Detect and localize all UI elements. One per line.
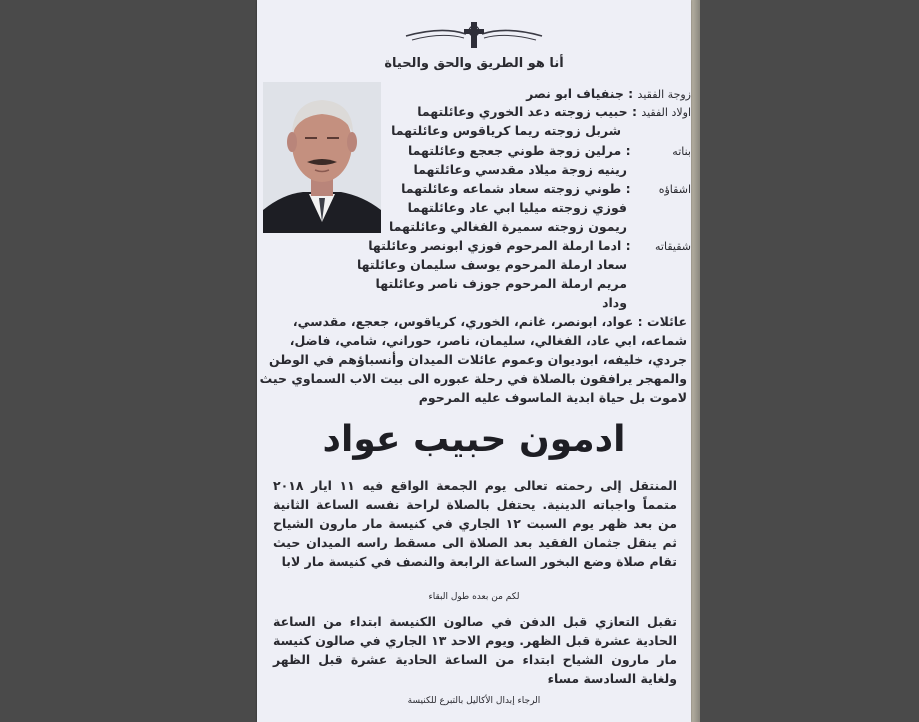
row-text: شربل زوجته ريما كرياقوس وعائلتهما — [391, 123, 621, 138]
row-text: ريمون زوجته سميرة الفغالي وعائلتهما — [388, 219, 627, 234]
row-text: سعاد ارملة المرحوم يوسف سليمان وعائلتها — [356, 257, 627, 272]
list-item — [408, 200, 627, 216]
list-item — [389, 219, 627, 235]
row-text: وداد — [602, 295, 627, 310]
list-item — [391, 123, 621, 139]
row-label: اولاد الفقيد — [641, 106, 691, 119]
list-item — [368, 238, 691, 255]
list-item — [408, 143, 691, 160]
row-label: بناته — [672, 145, 691, 158]
row-text: : طوني زوجته سعاد شماعه وعائلتهما — [401, 181, 631, 196]
paragraph-line: والمهجر يرافقون بالصلاة في رحلة عبوره الى بيت الاب السماوي حيث — [259, 371, 687, 386]
list-item — [526, 86, 691, 103]
list-item — [602, 295, 627, 311]
verse-title: أنا هو الطريق والحق والحياة — [384, 56, 564, 71]
paper-edge — [691, 0, 700, 722]
deceased-name: ادمون حبيب عواد — [322, 419, 626, 460]
obituary-notice — [257, 0, 691, 722]
paragraph-line: شماعه، ابي عاد، الفغالي، سليمان، ناصر، حوراني، شامي، فاضل، — [289, 333, 687, 348]
row-label: زوجة الفقيد — [637, 88, 691, 101]
paragraph-line: جردي، خليفه، ابوديوان وعموم عائلات الميدان وأنسباؤهم في الوطن — [269, 352, 687, 367]
row-text: : ادما ارملة المرحوم فوزي ابونصر وعائلتها — [368, 238, 631, 253]
paragraph-line: لاموت بل حياة ابدية الماسوف عليه المرحوم — [418, 390, 687, 405]
list-item — [376, 276, 627, 292]
footer-note: الرجاء إبدال الأكاليل بالتبرع للكنيسة — [407, 696, 541, 706]
paragraph-line: عائلات : عواد، ابونصر، غانم، الخوري، كرياقوس، جعجع، مقدسي، — [292, 314, 687, 329]
row-text: : مرلين زوجة طوني جعجع وعائلتهما — [407, 143, 631, 158]
list-item — [417, 104, 691, 121]
row-text: : جنفياف ابو نصر — [526, 86, 634, 101]
condolences-paragraph: تقبل التعازي قبل الدفن في صالون الكنيسة ابتداء من الساعة الحادية عشرة قبل الظهر. ويوم الاحد ١٣ الجاري في صالون كنيسة مار مارون الشياح ابتداء من الساعة الحادية عشرة قبل الظهر ولغاية السادسة مساء — [273, 614, 677, 686]
blessing-text: لكم من بعده طول البقاء — [428, 592, 520, 602]
row-text: فوزي زوجته ميليا ابي عاد وعائلتهما — [407, 200, 627, 215]
portrait-photo — [263, 82, 381, 233]
list-item — [413, 162, 627, 178]
list-item — [357, 257, 627, 273]
row-text: : حبيب زوجته دعد الخوري وعائلتهما — [417, 104, 637, 119]
list-item — [401, 181, 691, 198]
row-text: مريم ارملة المرحوم جوزف ناصر وعائلتها — [375, 276, 627, 291]
row-label: اشقاؤه — [658, 183, 691, 196]
funeral-paragraph: المنتقل إلى رحمته تعالى يوم الجمعة الواقع فيه ١١ ايار ٢٠١٨ متمماً واجباته الدينية. يحتفل بالصلاة لراحة نفسه الساعة الثانية من بعد ظهر يوم السبت ١٢ الجاري في كنيسة مار مارون الشياح ثم ينقل جثمان الفقيد بعد الصلاة الى مسقط راسه الميدان حيث تقام صلاة وضع البخور الساعة الرابعة والنصف في كنيسة مار لابا — [273, 478, 677, 569]
row-label: شقيقاته — [655, 240, 691, 253]
cross-ornament-icon — [402, 20, 546, 50]
row-text: رينيه زوجة ميلاد مقدسي وعائلتهما — [413, 162, 627, 177]
